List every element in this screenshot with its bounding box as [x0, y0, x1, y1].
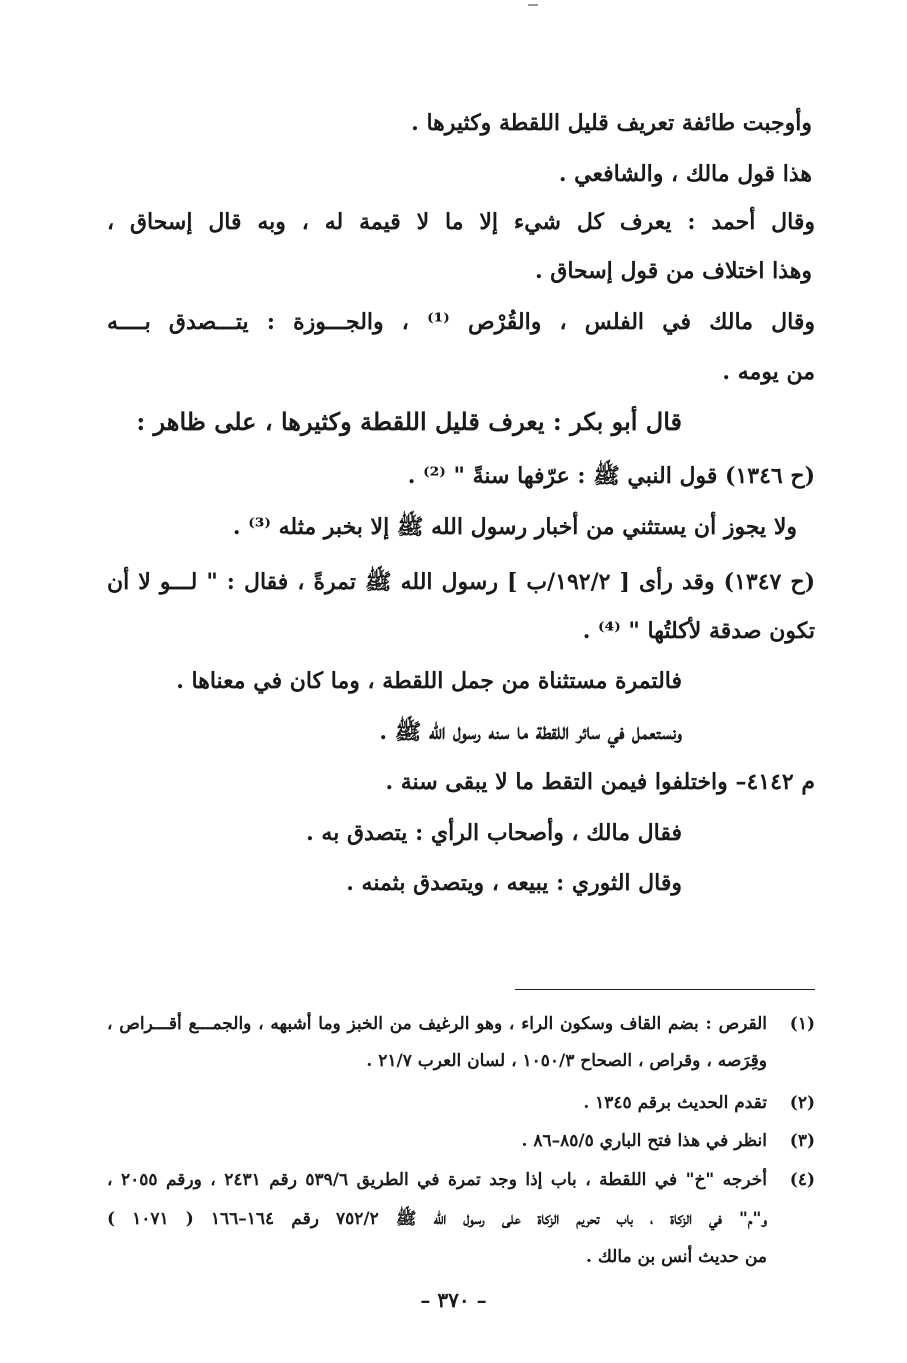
body-line-3: وقال أحمد : يعرف كل شيء إلا ما لا قيمة له ، وبه قال إسحاق ،	[107, 209, 815, 235]
body-line-2: هذا قول مالك ، والشافعي .	[558, 161, 812, 187]
footnote-divider	[515, 989, 815, 990]
footnote-2-number: (٢)	[789, 1093, 815, 1113]
footnote-4-line-2: و"م" في الزكاة ، باب تحريم الزكاة على رسول الله ﷺ ٧٥٢/٢ رقم ١٦٤–١٦٦ ( ١٠٧١ )	[107, 1209, 767, 1229]
page-number: – ٣٧٠ –	[420, 1288, 487, 1312]
hadith-1346: (ح ١٣٤٦) قول النبي ﷺ : عرّفها سنةً " ⁽²⁾ .	[407, 463, 815, 489]
body-line-13: ونستعمل في سائر اللقطة ما سنه رسول الله ﷺ .	[379, 719, 682, 745]
footnote-1-line-1: القرص : بضم القاف وسكون الراء ، وهو الرغيف من الخبز وما أشبهه ، والجمـــع أقـــراص ،	[107, 1014, 767, 1034]
body-line-9: ولا يجوز أن يستثني من أخبار رسول الله ﷺ إلا بخبر مثله ⁽³⁾ .	[232, 514, 797, 540]
body-line-6: من يومه .	[722, 359, 815, 385]
body-line-12: فالتمرة مستثناة من جمل اللقطة ، وما كان في معناها .	[176, 668, 682, 694]
body-line-16: وقال الثوري : يبيعه ، ويتصدق بثمنه .	[346, 870, 682, 896]
body-line-5: وقال مالك في الفلس ، والقُرْص ⁽¹⁾ ، والجـــوزة : يتـــصدق بــــه	[107, 309, 815, 335]
body-line-11: تكون صدقة لأكلتُها " ⁽⁴⁾ .	[582, 618, 815, 644]
footnote-4-line-1: أخرجه "خ" في اللقطة ، باب إذا وجد تمرة في الطريق ٥٣٩/٦ رقم ٢٤٣١ ، ورقم ٢٠٥٥ ،	[107, 1170, 767, 1190]
scan-speck	[528, 4, 538, 6]
body-line-4: وهذا اختلاف من قول إسحاق .	[534, 258, 812, 284]
body-line-1: وأوجبت طائفة تعريف قليل اللقطة وكثيرها .	[411, 110, 812, 136]
body-line-15: فقال مالك ، وأصحاب الرأي : يتصدق به .	[306, 820, 682, 846]
footnote-3-number: (٣)	[789, 1131, 815, 1151]
footnote-1-line-2: وقِرَصه ، وقراص ، الصحاح ١٠٥٠/٣ ، لسان العرب ٢١/٧ .	[366, 1051, 767, 1071]
issue-4142: م ٤١٤٢– واختلفوا فيمن التقط ما لا يبقى سنة .	[385, 769, 815, 795]
footnote-4-line-3: من حديث أنس بن مالك .	[585, 1247, 767, 1267]
footnote-1-number: (١)	[789, 1014, 815, 1034]
footnote-3-line-1: انظر في هذا فتح الباري ٨٥/٥–٨٦ .	[521, 1131, 767, 1151]
footnote-4-number: (٤)	[789, 1170, 815, 1190]
footnote-2-line-1: تقدم الحديث برقم ١٣٤٥ .	[583, 1093, 767, 1113]
hadith-1347: (ح ١٣٤٧) وقد رأى [ ١٩٢/٢/ب ] رسول الله ﷺ تمرةً ، فقال : " لـــو لا أن	[107, 569, 815, 595]
section-heading: قال أبو بكر : يعرف قليل اللقطة وكثيرها ، على ظاهر :	[136, 407, 682, 436]
